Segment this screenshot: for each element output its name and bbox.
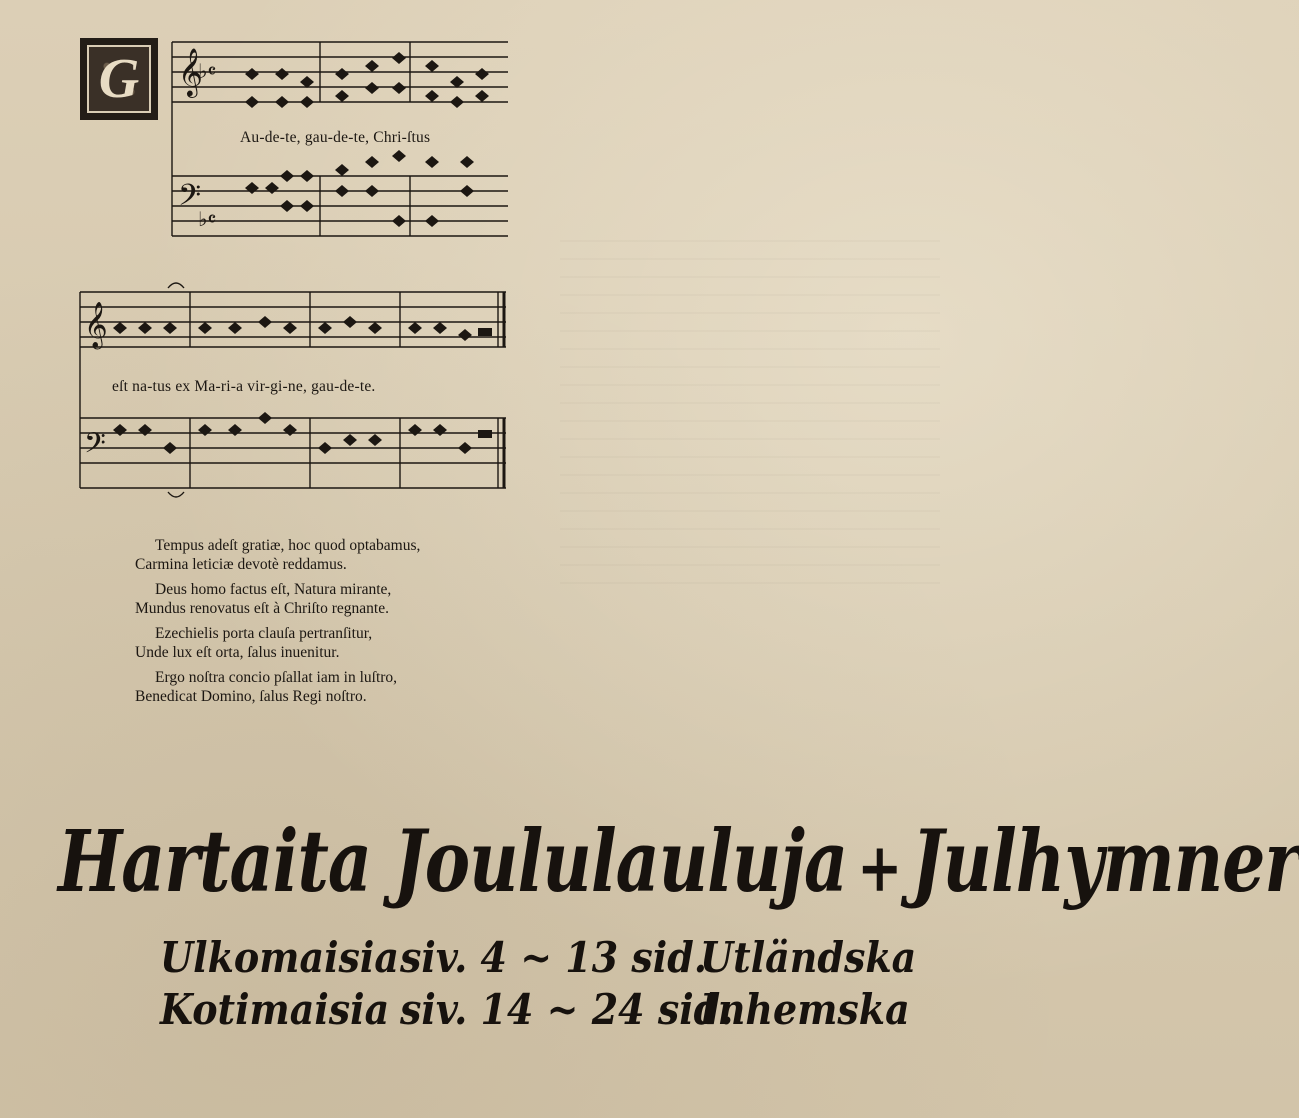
booklet-title xyxy=(58,812,1299,917)
title-swedish: Julhymner xyxy=(911,812,1299,912)
contents-swedish-label: Inhemska xyxy=(700,984,910,1034)
verse-line: Carmina leticiæ devotè reddamus. xyxy=(135,556,347,573)
svg-text:♭𝄴: ♭𝄴 xyxy=(198,207,217,231)
svg-text:♭𝄴: ♭𝄴 xyxy=(198,59,217,83)
contents-swedish-label: Utländska xyxy=(700,932,917,982)
verse-line: Tempus adeſt gratiæ, hoc quod optabamus, xyxy=(155,537,421,554)
svg-text:𝄢: 𝄢 xyxy=(84,427,106,467)
lyric-system-1: Au-de-te, gau-de-te, Chri-ſtus xyxy=(240,129,431,146)
verse-line: Deus homo factus eſt, Natura mirante, xyxy=(155,581,392,598)
verse-line: Mundus renovatus eſt à Chriſto regnante. xyxy=(135,600,389,617)
paper-bleed-through xyxy=(560,240,940,600)
svg-text:𝄞: 𝄞 xyxy=(84,302,108,348)
verse-line: Ergo noſtra concio pſallat iam in luſtro, xyxy=(155,669,398,686)
svg-text:𝄢: 𝄢 xyxy=(178,179,202,220)
lyric-system-2: eſt na-tus ex Ma-ri-a vir-gi-ne, gau-de-te. xyxy=(112,378,376,395)
verse-line: Unde lux eſt orta, ſalus inuenitur. xyxy=(135,644,340,661)
contents-row xyxy=(0,982,960,1038)
verse-line: Ezechielis porta clauſa pertranſitur, xyxy=(155,625,373,642)
initial-letter: G xyxy=(98,48,140,110)
contents-finnish-label: Ulkomaisia xyxy=(160,932,399,982)
verse-stanza xyxy=(135,624,515,662)
svg-text:𝄞: 𝄞 xyxy=(178,47,203,96)
contents-row xyxy=(0,930,960,986)
contents-pages: siv. 14 ~ 24 sid. xyxy=(400,984,734,1034)
title-finnish: Hartaita Joululauluja xyxy=(58,812,848,912)
illuminated-initial xyxy=(80,38,158,120)
title-separator: + xyxy=(857,827,902,907)
verse-line: Benedicat Domino, ſalus Regi noſtro. xyxy=(135,688,367,705)
contents-pages: siv. 4 ~ 13 sid. xyxy=(400,932,708,982)
verse-stanza xyxy=(135,536,515,574)
latin-verses xyxy=(135,536,515,712)
verse-stanza xyxy=(135,668,515,706)
verse-stanza xyxy=(135,580,515,618)
contents-finnish-label: Kotimaisia xyxy=(160,984,390,1034)
